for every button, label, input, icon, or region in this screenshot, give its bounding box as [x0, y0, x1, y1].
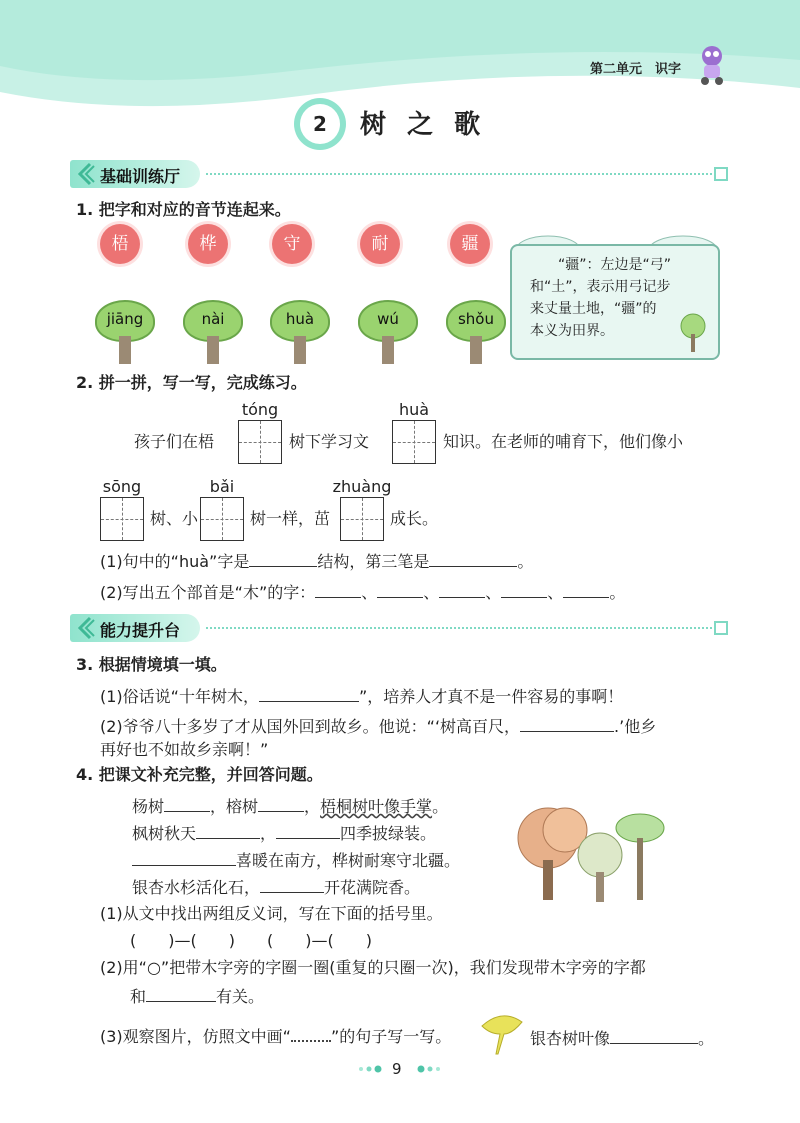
q3-sub2-line2: 再好也不如故乡亲啊！” — [100, 740, 269, 759]
syllable-5: shǒu — [457, 310, 494, 328]
note-line-2: 和“土”，表示用弓记步 — [530, 279, 671, 295]
syllable-2: nài — [201, 310, 225, 328]
section-header-basic — [70, 160, 730, 188]
note-box — [510, 244, 720, 360]
ginkgo-leaf-icon — [478, 1008, 526, 1056]
blank-ginkgo[interactable] — [610, 1027, 698, 1044]
lesson-number: 2 — [313, 112, 327, 136]
poem4-a: 银杏水杉活化石， — [132, 878, 261, 897]
blank-poem-6[interactable] — [260, 876, 324, 893]
q2-sub1-c: 。 — [517, 552, 534, 571]
char-5: 疆 — [450, 224, 490, 264]
q2-line2-c: 成长。 — [390, 509, 439, 528]
q2-line1-a: 孩子们在梧 — [134, 432, 215, 451]
small-tree-icon — [676, 312, 710, 354]
unit-label: 第二单元 — [590, 62, 643, 77]
pinyin-song: sōng — [102, 477, 142, 496]
q3-sub2-a: (2)爷爷八十多岁了才从国外回到故乡。他说：“‘树高百尺， — [100, 717, 521, 736]
pinyin-bai: bǎi — [209, 477, 235, 496]
poem1-d: 。 — [432, 797, 449, 816]
q4-sub2-and: 和 — [130, 987, 147, 1006]
blank-mu-5[interactable] — [563, 581, 609, 598]
q4-sub2-end: 有关。 — [216, 987, 265, 1006]
write-box-bai[interactable] — [200, 497, 244, 541]
q2-sub1-a: (1)句中的“huà”字是 — [100, 552, 250, 571]
robot-mascot-icon — [692, 42, 732, 86]
syllable-tree-4 — [358, 300, 418, 364]
char-4: 耐 — [360, 224, 400, 264]
blank-third-stroke[interactable] — [429, 550, 517, 567]
write-box-tong[interactable] — [238, 420, 282, 464]
lesson-number-badge — [300, 104, 340, 144]
poem-line-3 — [132, 849, 460, 871]
sep-2: 、 — [423, 583, 440, 602]
write-box-hua[interactable] — [392, 420, 436, 464]
poem-line-1 — [132, 795, 448, 817]
note-line-4: 本义为田界。 — [530, 323, 614, 339]
char-2: 桦 — [188, 224, 228, 264]
q4-sub3-a: (3)观察图片，仿照文中画“ — [100, 1027, 291, 1046]
pinyin-zhuang: zhuàng — [332, 477, 392, 496]
poem2-c: 四季披绿装。 — [340, 824, 437, 843]
blank-mu-4[interactable] — [501, 581, 547, 598]
blank-proverb[interactable] — [259, 685, 359, 702]
sep-3: 、 — [485, 583, 502, 602]
blank-poem-2[interactable] — [258, 795, 304, 812]
end-mark: 。 — [609, 583, 626, 602]
poem-line-4 — [132, 876, 420, 898]
q3-sub2-b: .’他乡 — [614, 717, 657, 736]
blank-poem-5[interactable] — [132, 849, 236, 866]
q2-heading: 2. 拼一拼，写一写，完成练习。 — [76, 373, 307, 392]
q4-heading: 4. 把课文补充完整，并回答问题。 — [76, 765, 323, 784]
section-leaf-icon — [74, 616, 96, 640]
section-leaf-icon — [74, 162, 96, 186]
poem2-b: ， — [260, 824, 277, 843]
q3-heading: 3. 根据情境填一填。 — [76, 655, 227, 674]
wavy-mark — [291, 1028, 331, 1042]
pinyin-hua: huà — [398, 400, 430, 419]
blank-related[interactable] — [146, 985, 216, 1002]
page-number: 9 — [392, 1060, 402, 1078]
q4-sub2-line1: (2)用“○”把带木字旁的字圈一圈(重复的只圈一次)，我们发现带木字旁的字都 — [100, 958, 646, 977]
blank-mu-1[interactable] — [315, 581, 361, 598]
pinyin-tong: tóng — [241, 400, 279, 419]
blank-poem-4[interactable] — [276, 822, 340, 839]
q4-pairs[interactable]: ( )—( ) ( )—( ) — [130, 931, 372, 950]
q4-sub3-c: 银杏树叶像 — [530, 1029, 611, 1048]
q2-sub2 — [100, 581, 625, 603]
syllable-3: huà — [285, 310, 315, 328]
poem-line-2 — [132, 822, 436, 844]
q4-sub3 — [100, 1027, 451, 1047]
header-banner — [0, 0, 800, 110]
q2-line2-b: 树一样，茁 — [250, 509, 331, 528]
q3-sub2-line1 — [100, 715, 656, 737]
section-header-ability — [70, 614, 730, 642]
char-1: 梧 — [100, 224, 140, 264]
poem1-b: ，榕树 — [210, 797, 259, 816]
q4-sub3-ginkgo — [530, 1027, 714, 1049]
poem1-c: ， — [304, 797, 321, 816]
trees-illustration — [510, 800, 670, 906]
q4-sub3-d: 。 — [698, 1029, 715, 1048]
q3-sub1-b: ”，培养人才真不是一件容易的事啊！ — [358, 687, 624, 706]
poem1-wavy: 梧桐树叶像手掌 — [320, 797, 433, 816]
note-line-1: “疆”：左边是“弓” — [558, 257, 672, 273]
q3-sub1 — [100, 685, 623, 707]
q4-sub2-line2 — [130, 985, 264, 1007]
note-line-3: 来丈量土地，“疆”的 — [530, 301, 657, 317]
blank-poem-1[interactable] — [164, 795, 210, 812]
blank-mu-2[interactable] — [377, 581, 423, 598]
blank-structure[interactable] — [249, 550, 317, 567]
footer-dots-left — [358, 1064, 384, 1074]
poem2-a: 枫树秋天 — [132, 824, 197, 843]
section-title-ability: 能力提升台 — [100, 621, 181, 640]
syllable-tree-1 — [95, 300, 155, 364]
blank-poem-3[interactable] — [196, 822, 260, 839]
q2-sub1-b: 结构，第三笔是 — [317, 552, 430, 571]
q4-sub1: (1)从文中找出两组反义词，写在下面的括号里。 — [100, 904, 443, 923]
poem3-a: 喜暖在南方，桦树耐寒守北疆。 — [236, 851, 461, 870]
syllable-4: wú — [377, 310, 399, 328]
q2-line1-b: 树下学习文 — [289, 432, 370, 451]
q2-sub2-a: (2)写出五个部首是“木”的字： — [100, 583, 316, 602]
footer-dots-right — [416, 1064, 442, 1074]
write-box-zhuang[interactable] — [340, 497, 384, 541]
lesson-title: 树 之 歌 — [360, 110, 487, 140]
poem1-a: 杨树 — [132, 797, 165, 816]
poem4-b: 开花满院香。 — [324, 878, 421, 897]
syllable-tree-2 — [183, 300, 243, 364]
blank-mu-3[interactable] — [439, 581, 485, 598]
q3-sub1-a: (1)俗话说“十年树木， — [100, 687, 259, 706]
q2-sub1 — [100, 550, 533, 572]
write-box-song[interactable] — [100, 497, 144, 541]
sep-1: 、 — [361, 583, 378, 602]
blank-tree-saying[interactable] — [520, 715, 614, 732]
q2-line2-a: 树、小 — [150, 509, 199, 528]
section-label: 识字 — [655, 62, 682, 77]
q4-sub3-b: ”的句子写一写。 — [330, 1027, 452, 1046]
section-title-basic: 基础训练厅 — [100, 167, 181, 186]
q1-heading: 1. 把字和对应的音节连起来。 — [76, 200, 291, 219]
syllable-tree-5 — [446, 300, 506, 364]
char-3: 守 — [272, 224, 312, 264]
sep-4: 、 — [547, 583, 564, 602]
syllable-tree-3 — [270, 300, 330, 364]
q2-line1-c: 知识。在老师的哺育下，他们像小 — [443, 432, 684, 451]
syllable-1: jiāng — [106, 310, 144, 328]
